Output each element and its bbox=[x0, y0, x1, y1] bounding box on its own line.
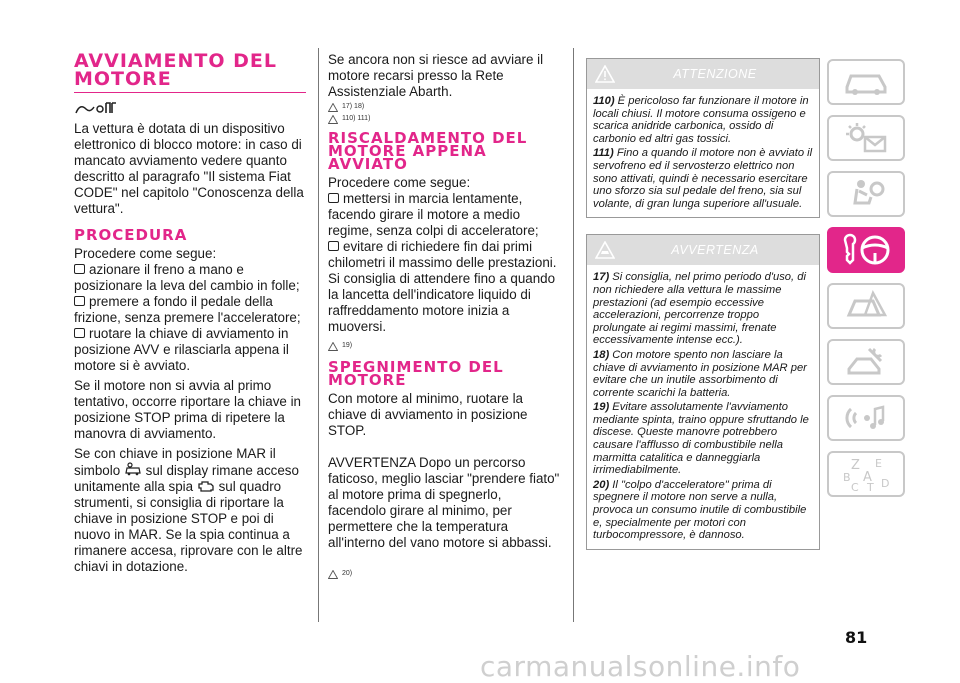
text-part: sul display rimane acceso unitamente alla spia bbox=[74, 463, 299, 494]
caution-car-icon bbox=[595, 241, 615, 259]
caution-title: AVVERTENZA bbox=[671, 243, 759, 258]
tab-maintenance[interactable] bbox=[827, 339, 905, 385]
watermark: carmanualsonline.info bbox=[480, 650, 801, 683]
danger-triangle-icon bbox=[595, 65, 615, 83]
shutdown-paragraph: Con motore al minimo, ruotare la chiave di avviamento in posizione STOP. bbox=[328, 391, 528, 438]
note-text: È pericoloso far funzionare il motore in locali chiusi. Il motore consuma ossigeno e scarica anidride carbonica, ossido di carbonio ed altri gas tossici. bbox=[593, 95, 809, 145]
caution-small-icon bbox=[328, 342, 338, 351]
warning-box-body bbox=[587, 89, 819, 217]
step-text: evitare di richiedere fin dai primi chilometri il massimo delle prestazioni. Si consiglia di attendere fino a quando la lancetta dell'indicatore liquido di raffreddamento motore inizia a muoversi. bbox=[328, 239, 557, 334]
note-text: Il "colpo d'acceleratore" prima di spegnere il motore non serve a nulla, provoca un consumo inutile di combustibile e, specialmente per motori con turbocompressore, è dannoso. bbox=[593, 478, 807, 542]
tab-safety[interactable] bbox=[827, 171, 905, 217]
warmup-step bbox=[328, 191, 560, 239]
car-lock-icon bbox=[124, 462, 142, 477]
svg-text:C: C bbox=[851, 481, 859, 493]
maintenance-icon bbox=[841, 345, 891, 379]
svg-text:E: E bbox=[875, 457, 882, 470]
page-number: 81 bbox=[845, 628, 868, 647]
bullet-icon bbox=[74, 296, 85, 306]
warning-box bbox=[586, 58, 820, 218]
caution-box-header bbox=[587, 235, 819, 265]
note-text: Con motore spento non lasciare la chiave di avviamento in posizione MAR per evitare che un inutile assorbimento di corrente scarichi la batteria. bbox=[593, 348, 807, 399]
retry-paragraph: Se il motore non si avvia al primo tentativo, occorre riportare la chiave in posizione STOP prima di ripetere la manovra di avviamento. bbox=[74, 378, 302, 441]
warmup-heading: RISCALDAMENTO DEL MOTORE APPENA AVVIATO bbox=[328, 129, 528, 173]
column-divider bbox=[573, 48, 574, 622]
reference-caution bbox=[328, 102, 560, 112]
svg-text:Z: Z bbox=[851, 458, 860, 473]
caution-small-icon bbox=[328, 103, 338, 112]
caution-note bbox=[593, 349, 813, 399]
caution-box bbox=[586, 234, 820, 549]
warning-note bbox=[593, 95, 813, 145]
safety-icon bbox=[841, 177, 891, 211]
manual-gearbox-icon bbox=[74, 99, 306, 119]
shutdown-heading: SPEGNIMENTO DEL MOTORE bbox=[328, 358, 504, 389]
note-number: 110) bbox=[593, 95, 615, 107]
tab-vehicle[interactable] bbox=[827, 59, 905, 105]
emergency-icon bbox=[841, 289, 891, 323]
tab-warning-lights[interactable] bbox=[827, 115, 905, 161]
warning-title: ATTENZIONE bbox=[673, 67, 757, 81]
caution-note bbox=[593, 271, 813, 347]
warning-note bbox=[593, 147, 813, 210]
note-number: 20) bbox=[593, 478, 610, 491]
tab-emergency[interactable] bbox=[827, 283, 905, 329]
note-number: 17) bbox=[593, 271, 610, 284]
step-text: mettersi in marcia lentamente, facendo girare il motore a medio regime, senza colpi di acceleratore; bbox=[328, 191, 539, 238]
warning-small-icon bbox=[328, 115, 338, 124]
procedure-step bbox=[74, 294, 306, 326]
reference-numbers: 17) 18) bbox=[342, 103, 365, 110]
note-text: Evitare assolutamente l'avviamento mediante spinta, traino oppure sfruttando le discese. Queste manovre potrebbero causare l'afflusso di combustibile nella marmitta catalitica e danneggiarla irrimediabilmente. bbox=[593, 401, 809, 477]
step-text: azionare il freno a mano e posizionare la leva del cambio in folle; bbox=[74, 262, 300, 293]
key-code-paragraph bbox=[74, 446, 306, 575]
note-number: 18) bbox=[593, 348, 610, 361]
intro-paragraph: La vettura è dotata di un dispositivo elettronico di blocco motore: in caso di mancato avviamento vedere quanto descritto al paragrafo "Il sistema Fiat CODE" nel capitolo "Conoscenza della vettura". bbox=[74, 121, 304, 216]
index-icon bbox=[839, 455, 893, 493]
svg-text:B: B bbox=[843, 471, 851, 484]
note-text: Fino a quando il motore non è avviato il servofreno ed il servosterzo elettrico non sono attivati, quindi è necessario esercitare uno sforzo sia sul pedale del freno, sia sul volante, di gran lunga superiore all'usuale. bbox=[593, 147, 813, 210]
reference-numbers: 110) 111) bbox=[342, 115, 371, 122]
svg-text:A: A bbox=[863, 470, 872, 485]
tab-multimedia[interactable] bbox=[827, 395, 905, 441]
warning-box-header bbox=[587, 59, 819, 89]
procedure-step bbox=[74, 262, 306, 294]
assistance-paragraph: Se ancora non si riesce ad avviare il motore recarsi presso la Rete Assistenziale Abarth. bbox=[328, 52, 544, 99]
page-title: AVVIAMENTO DEL MOTORE bbox=[74, 50, 277, 90]
column-divider bbox=[318, 48, 319, 622]
tab-starting-driving[interactable] bbox=[827, 227, 905, 273]
reference-numbers: 19) bbox=[342, 342, 353, 349]
step-text: premere a fondo il pedale della frizione, senza premere l'acceleratore; bbox=[74, 294, 301, 325]
column-start-engine bbox=[74, 52, 306, 575]
reference-numbers: 20) bbox=[342, 570, 353, 577]
bullet-icon bbox=[74, 328, 85, 338]
bullet-icon bbox=[74, 264, 85, 274]
note-number: 19) bbox=[593, 401, 610, 414]
warmup-step bbox=[328, 239, 560, 335]
note-number: 111) bbox=[593, 147, 614, 160]
note-text: Si consiglia, nel primo periodo d'uso, di non richiedere alla vettura le massime prestazioni (ad esempio eccessive accelerazioni, percorrenze troppo prolungate ai regimi massimi, frenate eccessivamente intense ecc.). bbox=[593, 271, 806, 347]
warning-lights-icon bbox=[841, 121, 891, 155]
procedure-heading: PROCEDURA bbox=[74, 226, 188, 244]
shutdown-advice: AVVERTENZA Dopo un percorso faticoso, meglio lasciar "prendere fiato" al motore prima di spegnerlo, facendolo girare al minimo, per permettere che la temperatura all'interno del vano motore si abbassi. bbox=[328, 455, 560, 550]
caution-box-body bbox=[587, 265, 819, 548]
svg-text:D: D bbox=[881, 477, 890, 490]
bullet-icon bbox=[328, 193, 339, 203]
bullet-icon bbox=[328, 241, 339, 251]
title-rule bbox=[74, 92, 306, 93]
engine-fault-icon bbox=[197, 479, 215, 493]
multimedia-icon bbox=[841, 401, 891, 435]
step-text: ruotare la chiave di avviamento in posizione AVV e rilasciarla appena il motore si è avviato. bbox=[74, 326, 289, 373]
caution-small-icon bbox=[328, 570, 338, 579]
column-notes bbox=[586, 58, 820, 566]
procedure-step bbox=[74, 326, 306, 374]
reference-caution bbox=[328, 569, 560, 579]
procedure-intro: Procedere come segue: bbox=[74, 246, 217, 261]
warmup-intro: Procedere come segue: bbox=[328, 175, 471, 190]
column-warmup-shutdown bbox=[328, 52, 560, 581]
svg-text:T: T bbox=[867, 481, 874, 493]
reference-warning bbox=[328, 114, 560, 124]
steering-wheel-icon bbox=[839, 232, 893, 268]
reference-caution bbox=[328, 341, 560, 351]
caution-note bbox=[593, 401, 813, 477]
chapter-sidebar bbox=[827, 59, 905, 507]
caution-note bbox=[593, 479, 813, 542]
tab-index[interactable] bbox=[827, 451, 905, 497]
text-part: Se con chiave in posizione MAR il simbolo bbox=[74, 446, 276, 478]
text-part: sul quadro strumenti, si consiglia di riportare la chiave in posizione STOP e poi di nuovo in MAR. Se la spia continua a rimanere accesa, riprovare con le altre chiavi in dotazione. bbox=[74, 479, 303, 574]
car-icon bbox=[841, 67, 891, 97]
